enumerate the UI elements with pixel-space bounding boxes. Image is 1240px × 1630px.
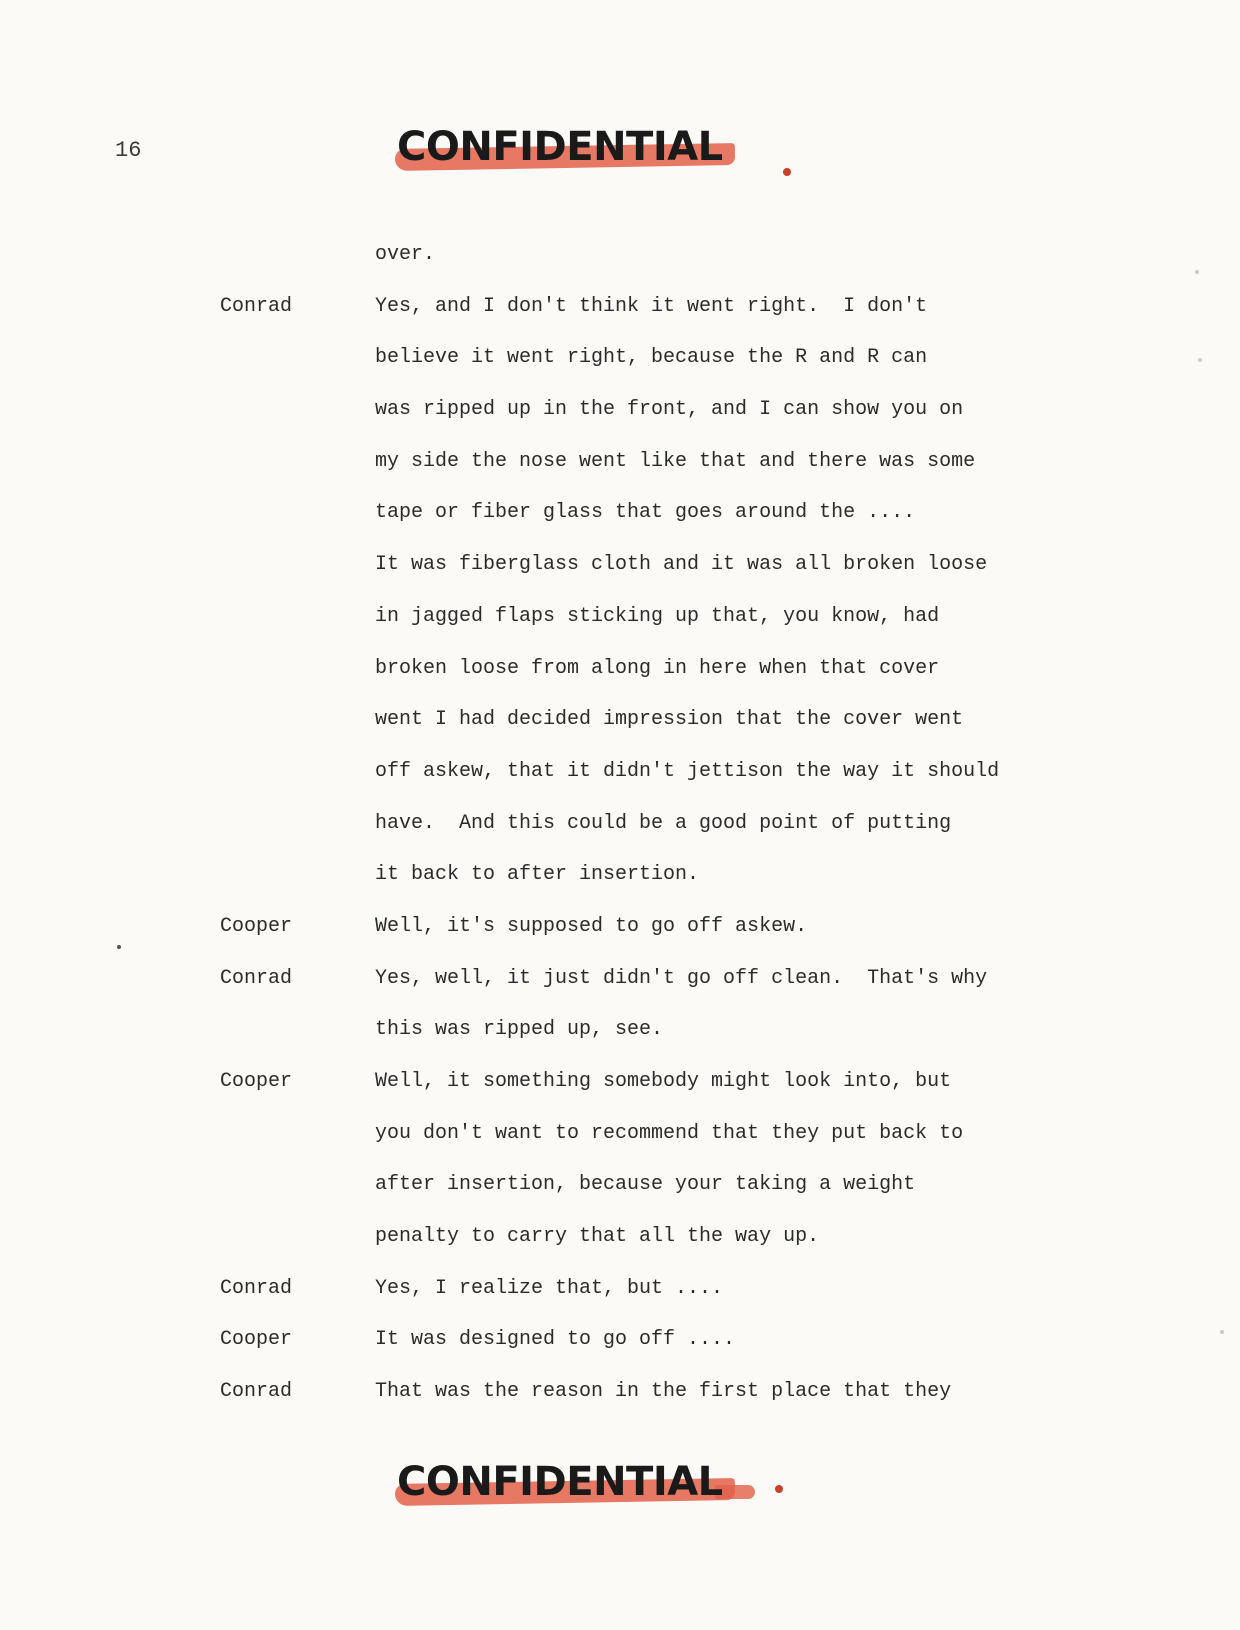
dialogue-text: believe it went right, because the R and R can [375, 346, 928, 370]
confidential-stamp-top [395, 120, 755, 180]
speaker-name: Conrad [220, 294, 293, 318]
dialogue-text: It was designed to go off .... [375, 1328, 736, 1352]
transcript-line [0, 1069, 1240, 1121]
transcript-line [0, 294, 1240, 346]
dialogue-text: was ripped up in the front, and I can show you on [375, 398, 964, 422]
transcript-line [0, 707, 1240, 759]
dialogue-text: over. [375, 243, 436, 266]
transcript-line [0, 862, 1240, 914]
speaker-name: Conrad [220, 966, 293, 990]
dialogue-text: have. And this could be a good point of putting [375, 811, 952, 835]
confidential-label: CONFIDENTIAL [397, 1459, 723, 1505]
transcript-line [0, 1276, 1240, 1328]
transcript-line [0, 500, 1240, 552]
transcript-line [0, 397, 1240, 449]
speaker-name: Conrad [220, 1380, 293, 1404]
dialogue-text: it back to after insertion. [375, 863, 700, 887]
dialogue-text: my side the nose went like that and there was some [375, 449, 976, 473]
dialogue-text: this was ripped up, see. [375, 1018, 664, 1042]
transcript-line [0, 759, 1240, 811]
transcript-line [0, 345, 1240, 397]
speaker-name: Cooper [220, 1070, 293, 1093]
transcript-line [0, 242, 1240, 294]
transcript-line [0, 1172, 1240, 1224]
dialogue-text: tape or fiber glass that goes around the .... [375, 501, 916, 525]
dialogue-text: It was fiberglass cloth and it was all broken loose [375, 553, 988, 577]
dialogue-text: off askew, that it didn't jettison the way it should [375, 759, 1000, 783]
dialogue-text: after insertion, because your taking a weight [375, 1173, 916, 1197]
transcript-line [0, 552, 1240, 604]
dialogue-text: broken loose from along in here when that cover [375, 656, 940, 680]
transcript-line [0, 656, 1240, 708]
dialogue-text: That was the reason in the first place that they [375, 1380, 952, 1404]
dialogue-text: Yes, well, it just didn't go off clean. That's why [375, 966, 988, 990]
transcript-line [0, 1121, 1240, 1173]
dialogue-text: Well, it something somebody might look into, but [375, 1070, 952, 1093]
dialogue-text: Yes, I realize that, but .... [375, 1276, 724, 1300]
transcript-line [0, 604, 1240, 656]
confidential-label: CONFIDENTIAL [397, 124, 723, 170]
transcript-line [0, 1017, 1240, 1069]
red-ink-drop [783, 168, 791, 176]
transcript-line [0, 1224, 1240, 1276]
speaker-name: Conrad [220, 1276, 293, 1300]
dialogue-text: went I had decided impression that the cover went [375, 708, 964, 732]
dialogue-text: penalty to carry that all the way up. [375, 1225, 820, 1249]
dialogue-text: you don't want to recommend that they put back to [375, 1121, 964, 1145]
transcript-line [0, 914, 1240, 966]
page-number: 16 [115, 138, 142, 163]
speaker-name: Cooper [220, 914, 293, 938]
red-ink-drop [775, 1485, 783, 1493]
transcript-line [0, 449, 1240, 501]
speaker-name: Cooper [220, 1328, 293, 1352]
transcript-line [0, 811, 1240, 863]
dialogue-text: Well, it's supposed to go off askew. [375, 914, 808, 938]
transcript-line [0, 1327, 1240, 1379]
transcript-line [0, 966, 1240, 1018]
confidential-stamp-bottom [395, 1455, 755, 1515]
transcript-line [0, 1379, 1240, 1431]
dialogue-text: Yes, and I don't think it went right. I don't [375, 294, 928, 318]
dialogue-text: in jagged flaps sticking up that, you know, had [375, 604, 940, 628]
transcript-body [0, 242, 1240, 1431]
